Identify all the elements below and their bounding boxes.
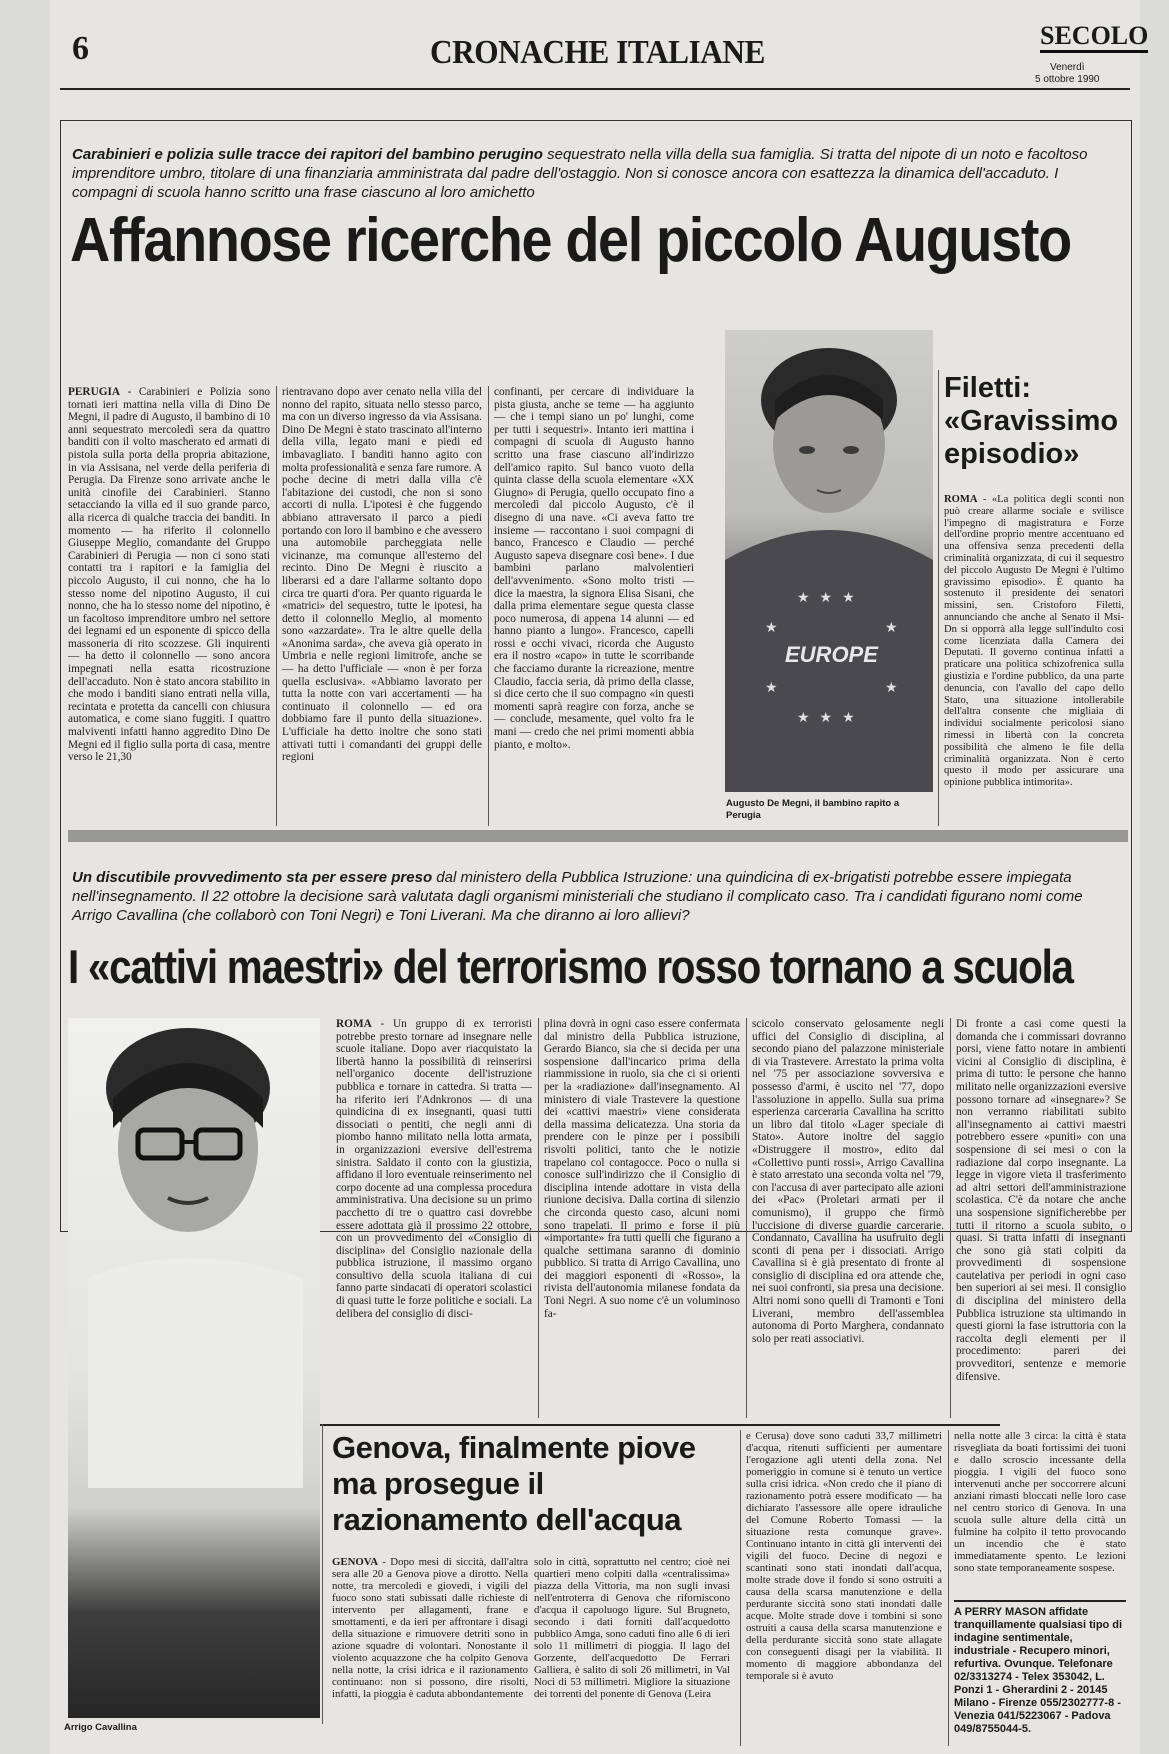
sidebar-headline: Filetti: «Gravissimo episodio» [944, 372, 1119, 470]
star-icon: ★ [885, 621, 898, 636]
date-full: 5 ottobre 1990 [1035, 74, 1100, 85]
article3-col1: GENOVA - Dopo mesi di siccità, dall'altra sera alle 20 a Genova piove a dirotto. Nella notte, tra mercoledì e giovedì, i vigili del fuoco sono stati subissati dalle richieste di intervento per allagamenti, frane e smottamenti, e da ieri per affrontare i disagi della situazione e rimuovere detriti sono in azione squadre di volontari. Nonostante il violento acquazzone che ha colpito Genova nella notte, la crisi idrica e il razionamento continuano: non si possono, dire risolti, infatti, la pioggia è caduta abbondantemente [332, 1556, 528, 1700]
photo-cavallina [68, 1018, 320, 1718]
article2-col4: Di fronte a casi come questi la domanda che i commissari dovranno porsi, viene fatto notare in ambienti vicini al Consiglio di disciplina, è prima di tutto: le persone che hanno militato nelle organizzazioni eversive possono tornare ad «insegnare»? Se non verranno riabilitati subito all'insegnamento ai cattivi maestri potrebbero essere «puniti» con una sospensione di sei mesi o con la radiazione dal corpo insegnante. La legge in vigore vieta il trasferimento ad altri settori dell'amministrazione scolastica. C'è da notare che anche una sospensione significherebbe per tutti il ritorno a scuola subito, o quasi. Si tratta infatti di insegnanti che sono già stati colpiti da provvedimenti di sospensione cautelativa per periodi in ogni caso ben superiori ai sei mesi. Il consiglio di disciplina del ministero della Pubblica istruzione sta ultimando in questi giorni la fase istruttoria con la raccolta degli elementi per il procedimento: pareri dei provveditori, sentenze e memorie difensive. [956, 1018, 1126, 1383]
column-divider [322, 1424, 323, 1724]
date-weekday: Venerdì [1050, 62, 1085, 73]
photo-cavallina-caption: Arrigo Cavallina [64, 1722, 137, 1733]
article2-headline: I «cattivi maestri» del terrorismo rosso tornano a scuola [68, 940, 1073, 993]
column-divider [948, 1430, 949, 1746]
perry-mason-ad: A PERRY MASON affidate tranquillamente qualsiasi tipo di indagine sentimentale, industriale - Recupero minori, refurtiva. Ovunque. Telefonare 02/3313274 - Telex 353042, L. Ponzi 1 - Gherardini 2 - 20145 Milano - Firenze 055/2302777-8 - Venezia 041/5223067 - Padova 049/8755044-5. [954, 1606, 1123, 1735]
photo-augusto [725, 330, 933, 792]
page-number: 6 [72, 30, 89, 67]
section-separator [68, 830, 1128, 842]
column-divider [740, 1430, 741, 1746]
man-illustration [68, 1018, 320, 1718]
article3-col2: solo in città, soprattutto nel centro; cioè nei quartieri meno colpiti dalla «centralissima» piazza della Vittoria, ma non sugli invasi nell'entroterra di Genova che riforniscono d'acqua il capoluogo ligure. Sul Brugneto, secondo i dati forniti dall'acquedotto pubblico Amga, sono caduti fino alle 6 di ieri solo 11 millimetri di pioggia. Il lago del Gorzente, dell'acquedotto De Ferrari Galliera, è salito di soli 26 millimetri, in Val Noci di 53 millimetri. Migliore la situazione dei torrenti del ponente di Genova (Leira [534, 1556, 730, 1700]
article3-col4: nella notte alle 3 circa: la città è stata risvegliata da boati fortissimi dei tuoni e dallo scroscio incessante della pioggia. I vigili del fuoco sono intervenuti anche per soccorrere alcuni anziani rimasti bloccati nelle loro case nel centro storico di Genova. In una scuola sulle alture della città un fulmine ha colpito il tetto provocando un incendio che è stato immediatamente spento. Le lezioni sono state temporaneamente sospese. [954, 1430, 1126, 1574]
sidebar-body: ROMA - «La politica degli sconti non può creare allarme sociale e svilisce l'impegno di magistratura e Forze dell'ordine proprio mentre accentuano ed una offensiva senza precedenti della criminalità organizzata, di cui il sequestro del piccolo Augusto De Megni è l'ultimo gravissimo episodio». È quanto ha sostenuto il presidente dei senatori missini, sen. Cristoforo Filetti, annunciando che anche al Senato il Msi-Dn si opporrà alla legge sull'indulto così come licenziata dalla Camera dei Deputati. Il governo continua infatti a praticare una politica schizofrenica sulla giustizia e l'ordine pubblico, da una parte denuncia, con l'avallo del capo dello Stato, una situazione intollerabile dell'altra consente che migliaia di individui socialmente pericolosi siano rimessi in libertà con la concreta possibilità che almeno le file della criminalità organizzata. Non è certo questo il modo per assicurare una opinione pubblica intimorita». [944, 494, 1124, 789]
article1-headline: Affannose ricerche del piccolo Augusto [70, 206, 1071, 275]
article2-kicker: Un discutibile provvedimento sta per essere preso dal ministero della Pubblica Istruzione: una quindicina di ex-brigatisti potrebbe essere impiegata nell'insegnamento. Il 22 ottobre la decisione sarà valutata dagli organismi ministeriali che studiano il complicato caso. Tra i candidati figurano nomi come Arrigo Cavallina (che collaborò con Toni Negri) e Toni Liverani. Ma che diranno ai loro allievi? [72, 869, 1083, 924]
article1-col1: PERUGIA - Carabinieri e Polizia sono tornati ieri mattina nella villa di Dino De Megni, il padre di Augusto, il bambino di 10 anni sequestrato mercoledì sera da quattro banditi con il volto mascherato ed armati di pistola sulla porta della propria abitazione, in via Assisana, nel verde della periferia di Perugia. Da Firenze sono arrivate anche le unità cinofile dei Carabinieri. Stanno setacciando la villa ed il suo grande parco, alla ricerca di qualche traccia dei banditi. In momento — ha riferito il colonnello Giuseppe Meglio, comandante del Gruppo Carabinieri di Perugia — non ci sono stati contatti tra i rapitori e la famiglia del piccolo Augusto, il cui nonno, che ha lo stesso nome del nipotino Augusto, il cui nonno, che ha lo stesso nome del nipotino, è un facoltoso imprenditore umbro nel settore dei legnami ed un esponente di spicco della massoneria di rito scozzese. Gli inquirenti — ha detto il colonnello — sono ancora impegnati nella esatta ricostruzione dell'accaduto. Non è stato ancora stabilito in che modo i banditi siano entrati nella villa, recintata e protetta da cancelli con chiusura automatica, e come siano fuggiti. I quattro malviventi infatti hanno aggredito Dino De Megni ed il figlio sulla porta di casa, mentre verso le 21,30 [68, 386, 270, 764]
star-icon: ★ [765, 621, 778, 636]
article1-col3: confinanti, per cercare di individuare la pista giusta, anche se teme — ha aggiunto — che i tempi siano un po' lunghi, come per tutti i sequestri». Intanto ieri mattina i compagni di scuola di Augusto hanno scritto una frase ciascuno all'indirizzo dell'amico rapito. Sul banco vuoto della quinta classe della scuola elementare «XX Giugno» di Perugia, quello occupato fino a mercoledì dal piccolo Augusto, c'è il disegno di una nave. «Ci aveva fatto tre insieme — raccontano i suoi compagni di banco, Francesco e Claudio — perché Augusto sapeva disegnare così bene». I due bambini parlano malvolentieri dell'avvenimento. «Sono molto tristi — dice la maestra, la signora Elisa Sisani, che dalla prima elementare segue questa classe poco numerosa, di appena 14 alunni — ed hanno pianto a lungo». Francesco, capelli rossi e occhi vivaci, ricorda che Augusto era il nostro «capo» in tutte le scorribande che facciamo durante la ricreazione, mentre Claudio, faccia seria, dà primo della classe, si dice certo che il suo compagno «in questi momenti saprà reagire con forza, anche se — conclude, mesamente, quel volto fra le mani — credo che nei primi momenti abbia pianto, e molto». [494, 386, 694, 751]
shirt-text: EUROPE [785, 642, 878, 667]
column-divider [276, 386, 277, 826]
ad-rule [954, 1600, 1126, 1602]
newspaper-logo: SECOLO [1040, 22, 1148, 53]
article3-col3: e Cerusa) dove sono caduti 33,7 millimetri d'acqua, ritenuti sufficienti per aumentare l'erogazione agli utenti della zona. Nel pomeriggio in comune si è tenuto un vertice sulla crisi idrica. «Non credo che il piano di razionamento potrà essere modificato — ha dichiarato l'assessore alle opere idrauliche del Comune Roberto Tomassi — la situazione resta comunque grave». Continuano intanto in città gli interventi dei vigili del fuoco. Decine di negozi e scantinati sono stati inondati dall'acqua, molte strade dove il fondo si sono ostruiti a causa della scarsa manutenzione e della perdurante siccità sono stati inondati dalle acque. Molte strade dove i tombini si sono ostruiti a causa della scarsa manutenzione e della perdurante siccità sono state allagate con conseguenti disagi per la viabilità. Il momento di maggiore abbondanza del temporale si è avuto [746, 1430, 942, 1682]
section-title: CRONACHE ITALIANE [430, 34, 765, 71]
article3-rule [320, 1424, 1000, 1426]
star-icon: ★ [885, 681, 898, 696]
article1-kicker: Carabinieri e polizia sulle tracce dei rapitori del bambino perugino sequestrato nella villa della sua famiglia. Si tratta del nipote di un noto e facoltoso imprenditore umbro, titolare di una finanziaria amministrata dal padre dell'ostaggio. Non si conosce ancora con esattezza la dinamica dell'accaduto. I compagni di scuola hanno scritto una frase ciascuno al loro amichetto [72, 146, 1088, 201]
newspaper-page [50, 0, 1149, 1754]
star-icon: ★★★ [797, 591, 865, 606]
article2-col1: ROMA - Un gruppo di ex terroristi potrebbe presto tornare ad insegnare nelle scuole italiane. Dopo aver riacquistato la libertà hanno la possibilità di reinserirsi nell'organico docente dell'istruzione pubblica e tornare in cattedra. Si tratta — ha riferito ieri l'Adnkronos — di una quindicina di ex insegnanti, quasi tutti dissociati o pentiti, che negli anni di piombo hanno militato nella lotta armata, in organizzazioni eversive dell'estrema sinistra. Saldato il conto con la giustizia, affidano il loro eventuale reinserimento nel corpo docente ad una complessa procedura amministrativa. Una decisione su un primo pacchetto di tre o quattro casi dovrebbe essere adottata già il prossimo 22 ottobre, con un provvedimento del «Consiglio di disciplina» del Consiglio nazionale della pubblica istruzione, il massimo organo consultivo della scuola italiana di cui fanno parte sindacati di operatori scolastici di quasi tutte le forze politiche e sociali. La delibera del consiglio di disci- [336, 1018, 532, 1320]
column-divider [538, 1018, 539, 1418]
column-divider [746, 1018, 747, 1418]
star-icon: ★ [765, 681, 778, 696]
column-divider [950, 1018, 951, 1418]
header-rule [60, 88, 1130, 90]
article2-col3: scicolo conservato gelosamente negli uffici del Consiglio di disciplina, al secondo piano del palazzone ministeriale di via Trastevere. Arrestato la prima volta nel '75 per associazione sovversiva e possesso d'armi, è uscito nel '77, dopo l'assoluzione in appello. Sulla sua prima esperienza carceraria Cavallina ha scritto un libro dal titolo «Lager speciale di Stato». Autore inoltre del saggio «Distruggere il mostro», edito dal «Collettivo punti rossi», Arrigo Cavallina è stato arrestato una seconda volta nel '79, con l'accusa di aver partecipato alle azioni dei «Pac» (Proletari armati per il comunismo), il gruppo che firmò l'uccisione di diverse guardie carcerarie. Condannato, Cavallina ha usufruito degli sconti di pena per i dissociati. Arrigo Cavallina si è già presentato di fronte al consiglio di disciplina ed ora attende che, nei suoi confronti, sia presa una decisione. Altri nomi sono quelli di Tramonti e Toni Liverani, membro dell'assemblea autonoma di Porto Marghera, condannato solo per reati associativi. [752, 1018, 944, 1345]
article1-col2: rientravano dopo aver cenato nella villa del nonno del rapito, situata nello stesso parco, ma con un diverso ingresso da via Assisana. Dino De Megni è stato trascinato all'interno della villa, legato mani e piedi ed imbavagliato. I banditi hanno agito con molta professionalità e senza fare rumore. A poche decine di metri dalla villa c'è l'abitazione dei custodi, che non si sono accorti di nulla. L'ipotesi è che fuggendo abbiano attraversato il parco a piedi portando con loro il bambino e che avessero una automobile parcheggiata nelle vicinanze, ma comunque all'esterno del recinto. Dino De Megni è riuscito a liberarsi ed a dare l'allarme soltanto dopo circa tre quarti d'ora. Per quanto riguarda le «matrici» del sequestro, tutte le ipotesi, ha detto il colonnello Meglio, al momento sono «azzardate». Tra le altre quelle della «Anonima sarda», che aveva già operato in Umbria e nelle regioni limitrofe, anche se — ha detto l'ufficiale — «non è per forza quella esclusiva». «Abbiamo lavorato per tutta la notte con vari accertamenti — ha continuato il colonnello — ed ora dobbiamo fare il punto della situazione». L'ufficiale ha detto inoltre che sono stati attivati tutti i comandanti dei gruppi delle regioni [282, 386, 482, 764]
column-divider [938, 370, 939, 826]
column-divider [488, 386, 489, 826]
article3-headline: Genova, finalmente piove ma prosegue il razionamento dell'acqua [332, 1430, 696, 1537]
star-icon: ★★★ [797, 711, 865, 726]
article2-col2: plina dovrà in ogni caso essere confermata dal ministro della Pubblica istruzione, Gerardo Bianco, sia che si decida per una sospensione dall'incarico prima della riammissione in ruolo, sia che ci si orienti per la «radiazione» dall'insegnamento. Al ministero di viale Trastevere la questione dei «cattivi maestri» viene considerata della massima delicatezza. Una storia da prendere con le pinze per i possibili risvolti politici, tanto che le notizie trapelano col contagocce. Poco o nulla si conosce sull'indirizzo che il Consiglio di disciplina intende adottare in vista della riunione decisiva. Dalla cortina di silenzio che circonda questo caso, alcuni nomi sono trapelati. Il primo e forse il più «importante» fra tutti quelli che figurano a qualche settimana saranno di dominio pubblico. Si tratta di Arrigo Cavallina, uno dei maggiori esponenti di «Rosso», la rivista dell'autonomia milanese fondata da Toni Negri. A suo nome c'è un voluminoso fa- [544, 1018, 740, 1320]
photo-augusto-caption: Augusto De Megni, il bambino rapito a Perugia [726, 798, 900, 821]
